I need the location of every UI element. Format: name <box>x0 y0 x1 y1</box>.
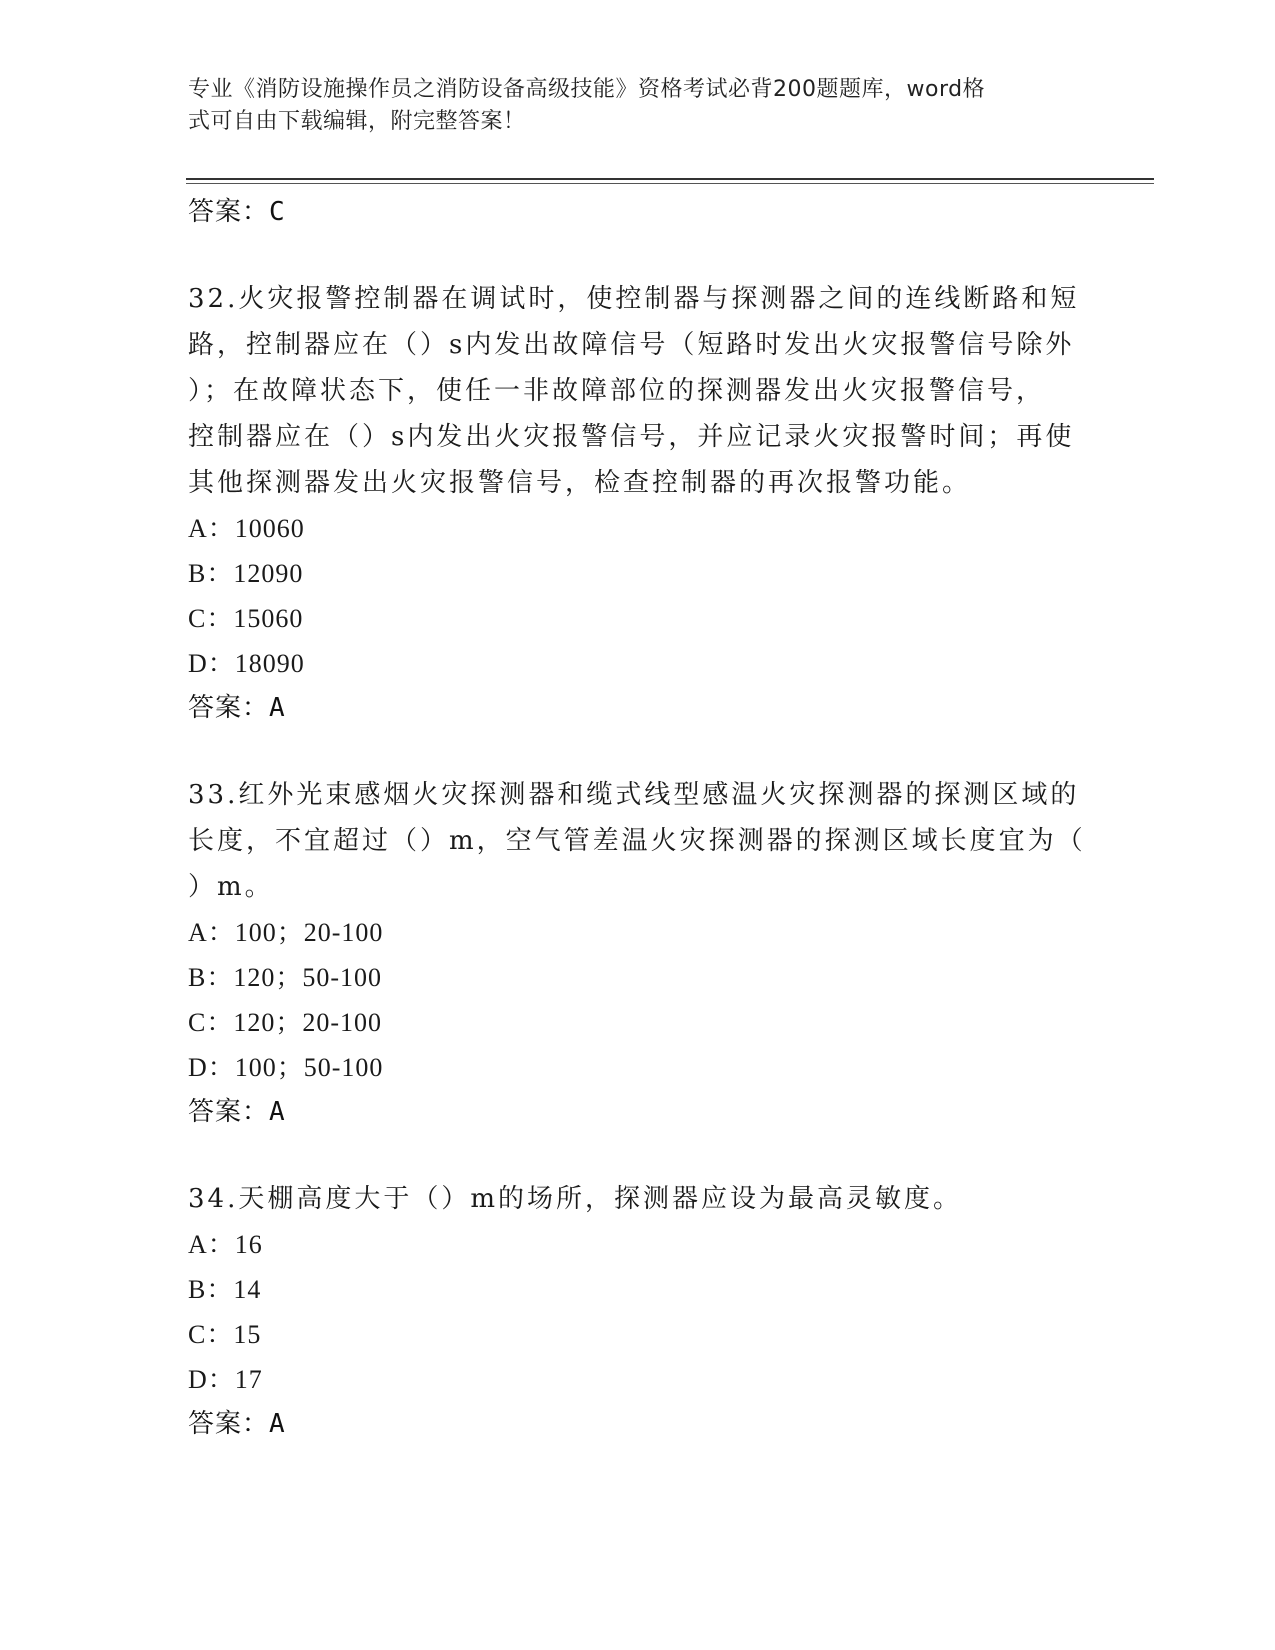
stem-line: 32.火灾报警控制器在调试时，使控制器与探测器之间的连线断路和短 <box>188 284 1080 314</box>
answer-label: 答案： <box>188 1097 270 1127</box>
answer-value: A <box>269 1097 286 1127</box>
stem-line: 其他探测器发出火灾报警信号，检查控制器的再次报警功能。 <box>188 468 972 498</box>
option-d: D：18090 <box>188 649 305 678</box>
answer-value: A <box>269 693 286 723</box>
answer-label: 答案： <box>188 197 270 227</box>
answer-value: C <box>269 197 286 227</box>
question-32 <box>188 276 1088 730</box>
option-a: A：10060 <box>188 514 305 543</box>
question-stem <box>188 1176 1088 1222</box>
answer-label: 答案： <box>188 693 270 723</box>
question-list <box>188 190 1088 1446</box>
header-divider-thin <box>186 183 1154 184</box>
option-d: D：17 <box>188 1365 263 1394</box>
header-line-2: 式可自由下载编辑，附完整答案！ <box>188 109 526 134</box>
question-answer <box>188 1090 1088 1134</box>
stem-line: 路，控制器应在（）s内发出故障信号（短路时发出火灾报警信号除外 <box>188 330 1075 360</box>
option-b: B：14 <box>188 1275 262 1304</box>
option-c: C：15060 <box>188 604 304 633</box>
option-b: B：12090 <box>188 559 304 588</box>
stem-line: ）m。 <box>188 872 274 902</box>
stem-line: 长度，不宜超过（）m，空气管差温火灾探测器的探测区域长度宜为（ <box>188 826 1086 856</box>
header-line-1: 专业《消防设施操作员之消防设备高级技能》资格考试必背200题题库，word格 <box>188 77 986 102</box>
option-a: A：100；20-100 <box>188 918 384 947</box>
stem-line: 控制器应在（）s内发出火灾报警信号，并应记录火灾报警时间；再使 <box>188 422 1075 452</box>
question-stem <box>188 276 1088 506</box>
option-c: C：15 <box>188 1320 262 1349</box>
question-33 <box>188 772 1088 1134</box>
stem-line: 34.天棚高度大于（）m的场所，探测器应设为最高灵敏度。 <box>188 1184 963 1214</box>
answer-label: 答案： <box>188 1409 270 1439</box>
stem-line: 33.红外光束感烟火灾探测器和缆式线型感温火灾探测器的探测区域的 <box>188 780 1080 810</box>
question-34 <box>188 1176 1088 1446</box>
option-a: A：16 <box>188 1230 263 1259</box>
question-answer <box>188 686 1088 730</box>
option-c: C：120；20-100 <box>188 1008 383 1037</box>
question-stem <box>188 772 1088 910</box>
previous-answer <box>188 190 1088 234</box>
question-answer <box>188 1402 1088 1446</box>
option-d: D：100；50-100 <box>188 1053 384 1082</box>
stem-line: ）；在故障状态下，使任一非故障部位的探测器发出火灾报警信号， <box>188 376 1046 406</box>
option-b: B：120；50-100 <box>188 963 383 992</box>
header-divider-thick <box>186 178 1154 180</box>
page-header <box>188 74 1078 138</box>
answer-value: A <box>269 1409 286 1439</box>
